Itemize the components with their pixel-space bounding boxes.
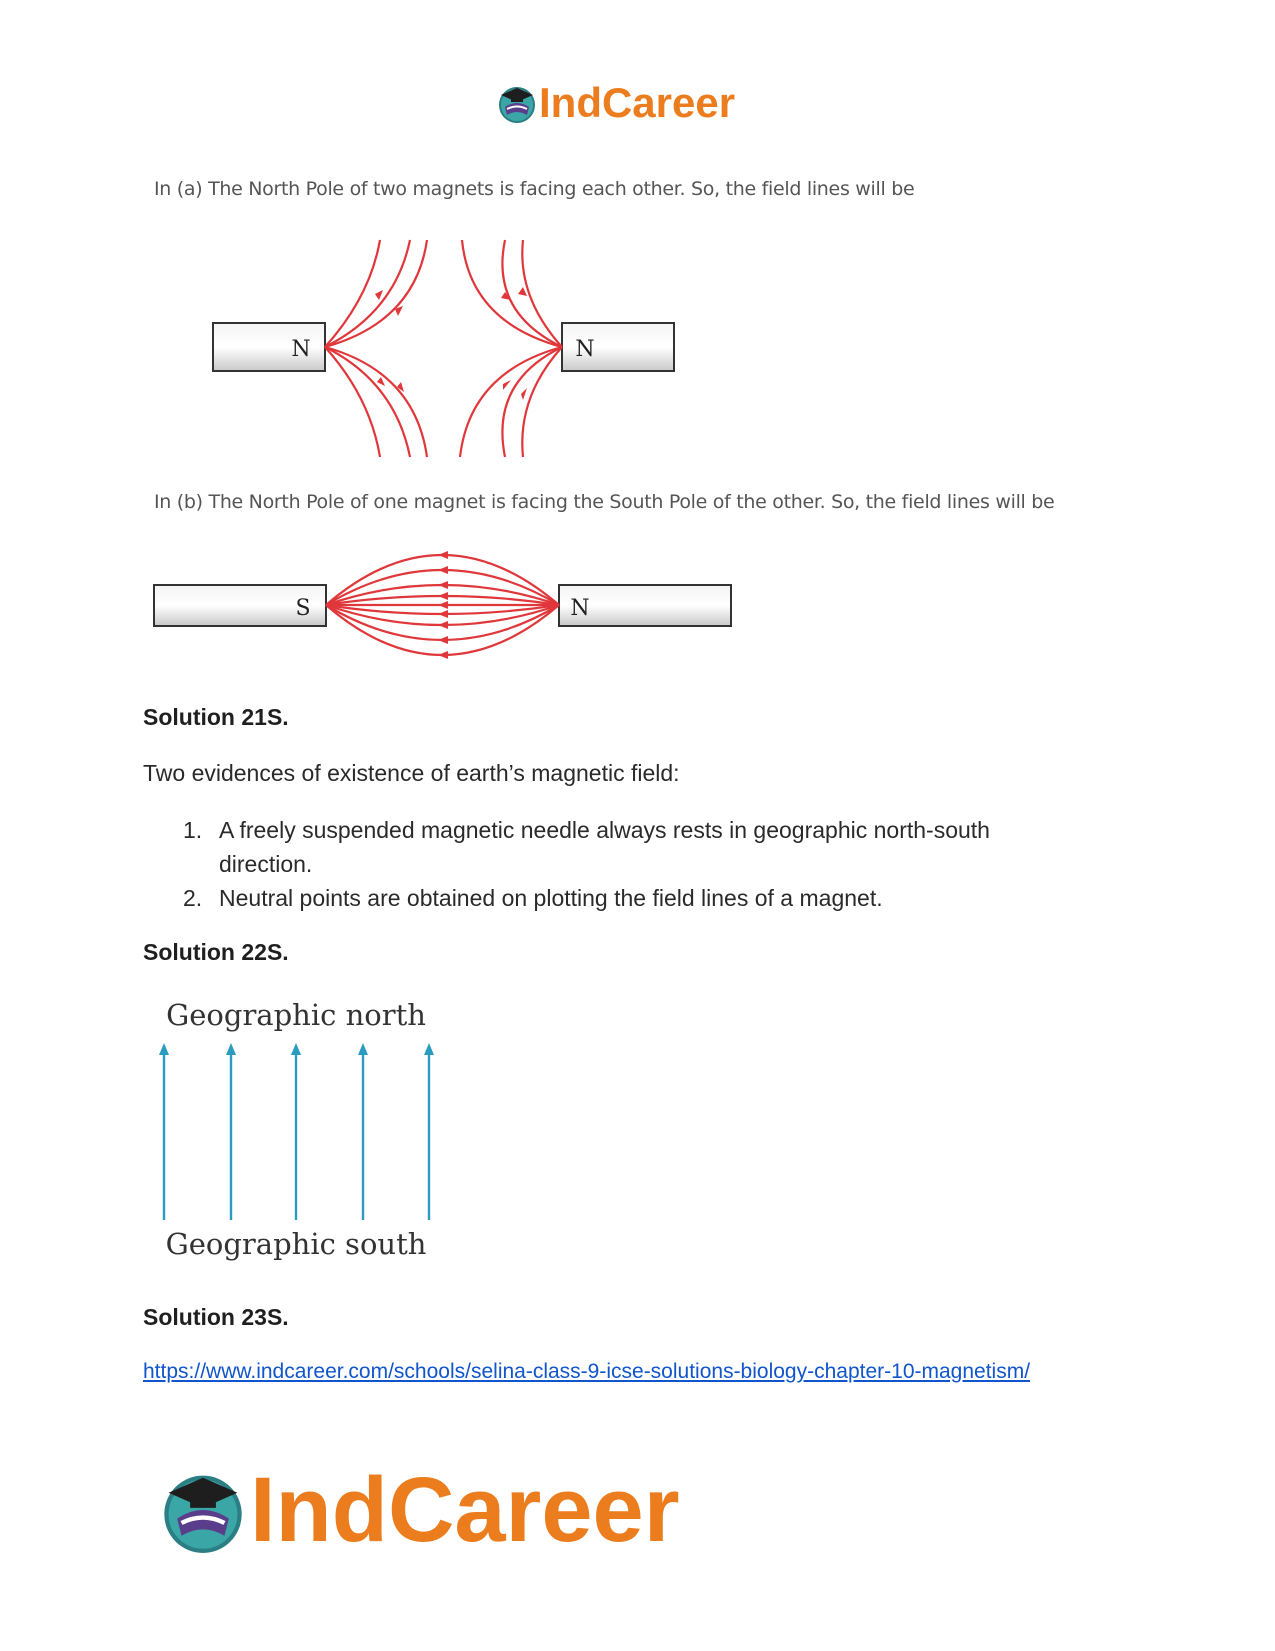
header-logo [497,80,735,126]
graduation-cap-logo-icon [497,83,537,123]
field-lines-a [325,240,562,457]
list-item-number: 2. [183,885,203,911]
logo-text: IndCareer [250,1458,680,1561]
solution-21-heading: Solution 21S. [143,704,289,730]
geographic-north-label: Geographic north [166,998,426,1032]
figure-b-caption: In (b) The North Pole of one magnet is facing the South Pole of the other. So, the field lines will be [154,491,1055,513]
right-magnet-label: N [570,596,590,621]
figure-a-diagram [205,232,685,472]
figure-a-caption: In (a) The North Pole of two magnets is facing each other. So, the field lines will be [154,178,915,200]
footer-logo [160,1458,680,1561]
logo-text: IndCareer [539,79,736,126]
list-item-number: 1. [183,817,203,843]
solution-21-intro: Two evidences of existence of earth’s magnetic field: [143,760,680,786]
geographic-south-label: Geographic south [165,1227,427,1261]
earth-field-lines [159,1043,434,1220]
list-item [143,881,1089,915]
graduation-cap-logo-icon [160,1467,246,1553]
earth-field-diagram [150,995,450,1270]
list-item [143,813,1089,881]
field-arrows-b [438,551,448,659]
solution-23-heading: Solution 23S. [143,1304,289,1330]
solution-link[interactable]: https://www.indcareer.com/schools/selina-class-9-icse-solutions-biology-chapter-10-magnetism/ [143,1360,1031,1383]
solution-22-heading: Solution 22S. [143,939,289,965]
list-item-text: A freely suspended magnetic needle always rests in geographic north-south direction. [219,817,990,877]
list-item-text: Neutral points are obtained on plotting the field lines of a magnet. [219,885,883,911]
left-magnet-label: S [295,596,311,621]
left-magnet-label: N [291,337,311,362]
solution-21-list [143,813,1089,915]
right-magnet-label: N [575,337,595,362]
figure-b-diagram [150,545,750,670]
